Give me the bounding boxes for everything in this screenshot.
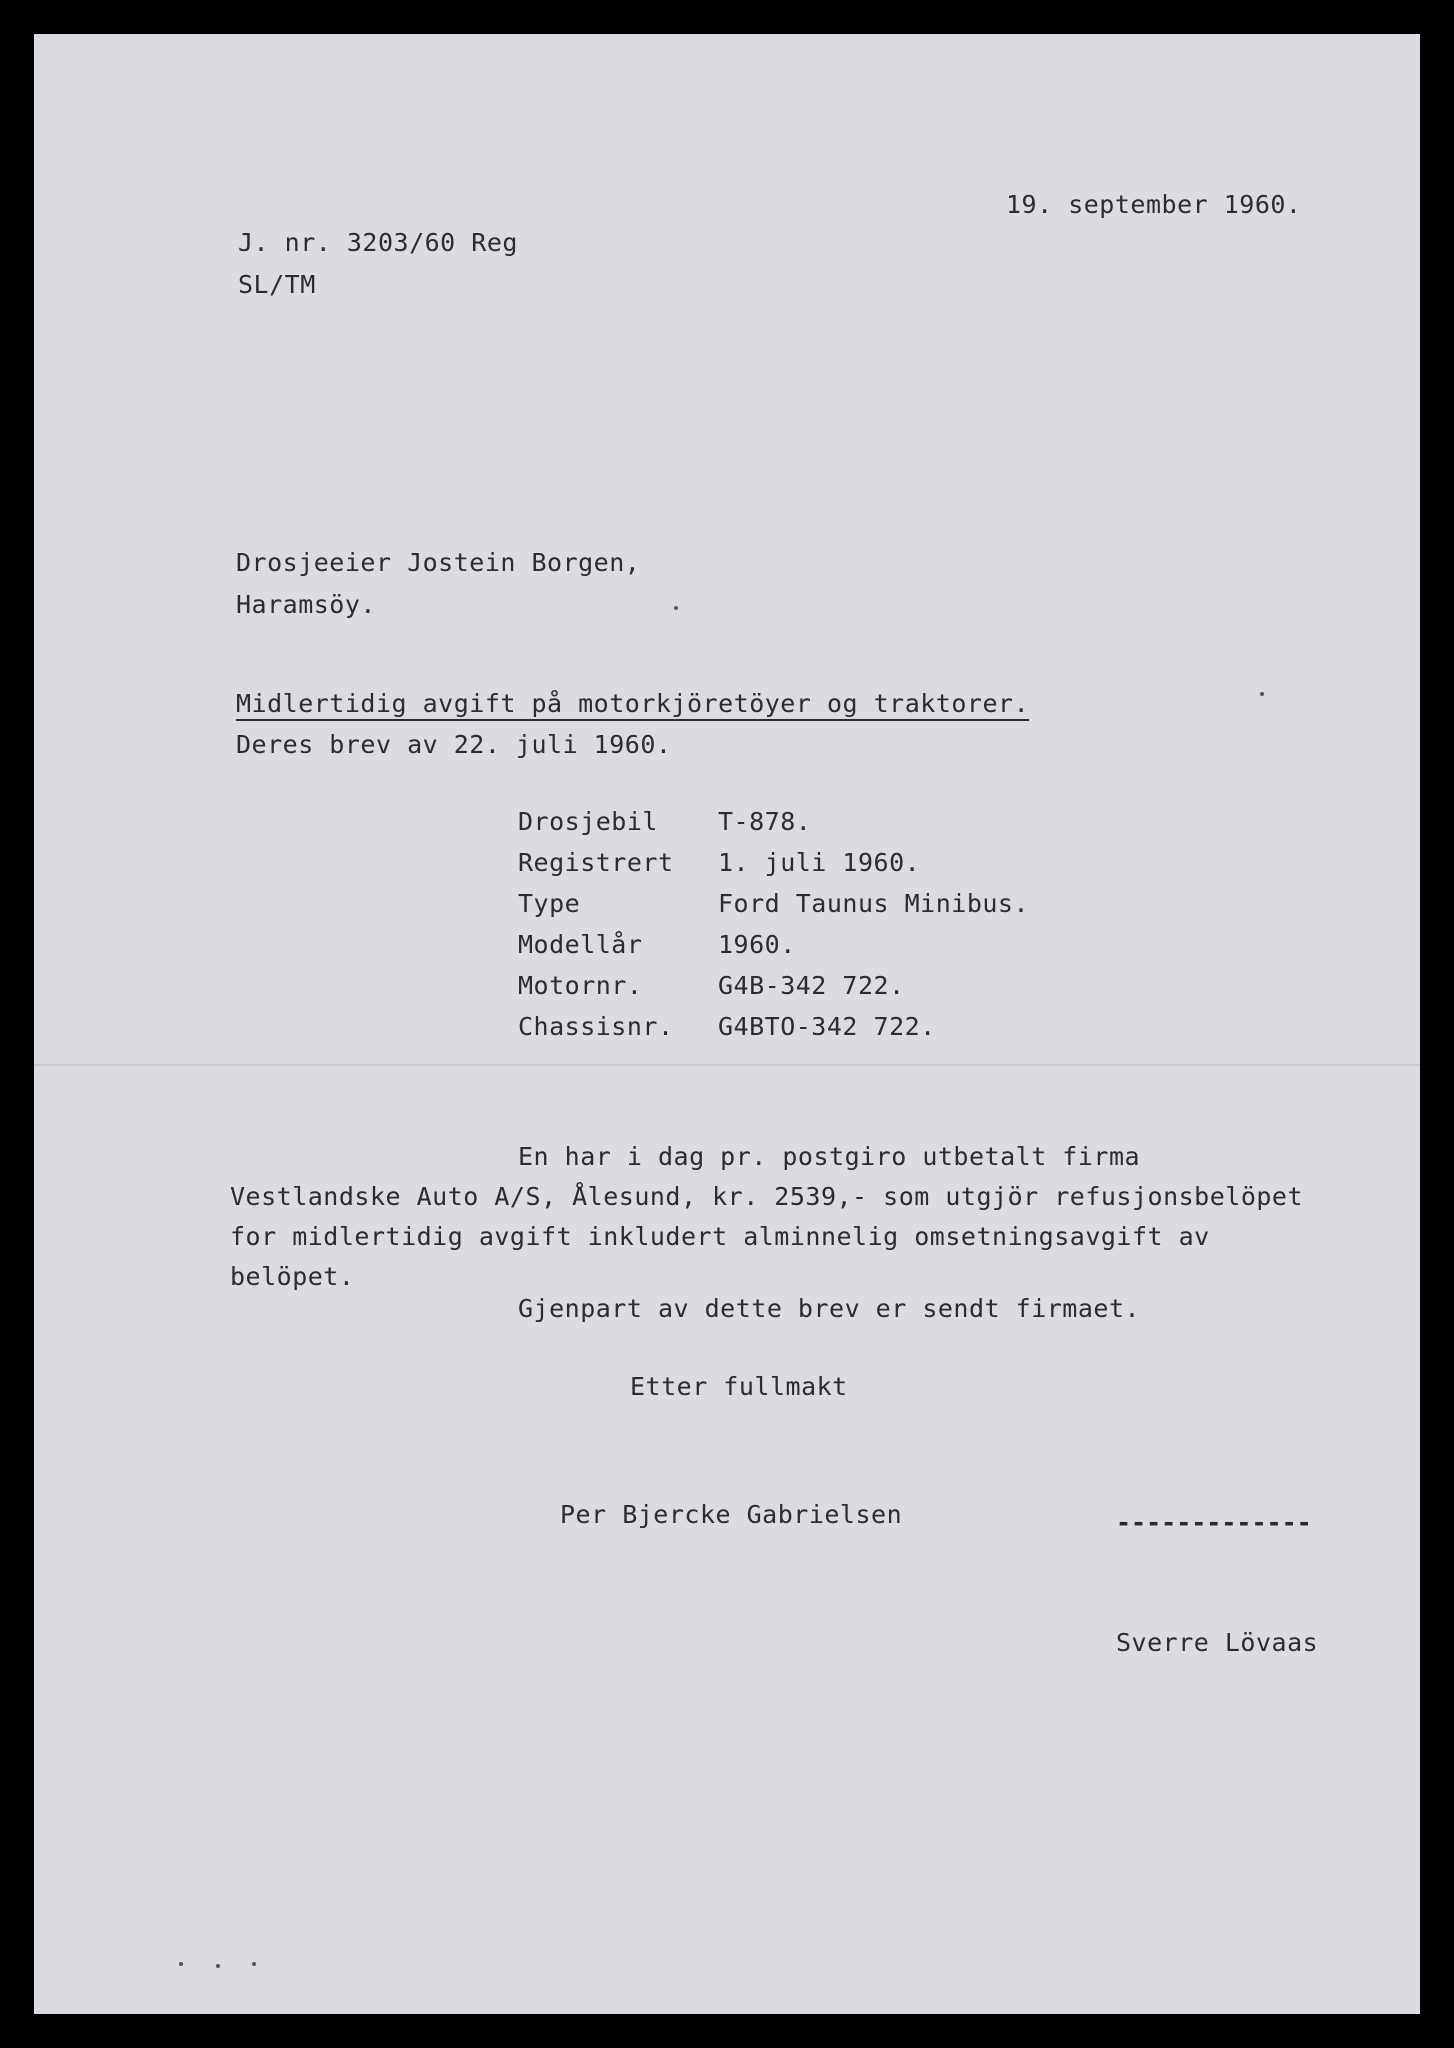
signatory-name: Per Bjercke Gabrielsen [560, 1500, 903, 1529]
reference-line: Deres brev av 22. juli 1960. [236, 730, 672, 759]
detail-row [518, 930, 1029, 971]
detail-row [518, 971, 1029, 1012]
detail-label: Modellår [518, 930, 643, 959]
letter-page [34, 34, 1420, 2014]
body-line: belöpet. [230, 1262, 355, 1291]
copy-note: Gjenpart av dette brev er sendt firmaet. [518, 1294, 1141, 1323]
detail-value: 1960. [718, 930, 796, 959]
body-paragraph [230, 1137, 1430, 1297]
detail-value: 1. juli 1960. [718, 848, 921, 877]
subject-line: Midlertidig avgift på motorkjöretöyer og traktorer. [236, 689, 1030, 718]
recipient-name: Drosjeeier Jostein Borgen, [236, 548, 641, 577]
detail-row [518, 1012, 1029, 1053]
body-line: for midlertidig avgift inkludert alminnelig omsetningsavgift av [230, 1222, 1210, 1251]
recipient-place: Haramsöy. [236, 590, 376, 619]
detail-label: Drosjebil [518, 807, 658, 836]
detail-value: G4B-342 722. [718, 971, 905, 1000]
journal-number: J. nr. 3203/60 Reg [238, 228, 518, 257]
detail-label: Type [518, 889, 581, 918]
detail-row [518, 848, 1029, 889]
vehicle-details [518, 807, 1029, 1053]
detail-label: Registrert [518, 848, 674, 877]
body-line: En har i dag pr. postgiro utbetalt firma [518, 1142, 1141, 1171]
initials: SL/TM [238, 270, 316, 299]
letter-date: 19. september 1960. [1006, 190, 1302, 219]
detail-row [518, 889, 1029, 930]
detail-value: T-878. [718, 807, 812, 836]
second-signatory-name: Sverre Lövaas [1116, 1628, 1319, 1657]
detail-value: Ford Taunus Minibus. [718, 889, 1030, 918]
signature-line: ------------- [1116, 1508, 1312, 1537]
body-line: Vestlandske Auto A/S, Ålesund, kr. 2539,- som utgjör refusjonsbelöpet [230, 1182, 1304, 1211]
fold-line [34, 1064, 1420, 1066]
detail-row [518, 807, 1029, 848]
detail-label: Motornr. [518, 971, 643, 1000]
detail-value: G4BTO-342 722. [718, 1012, 936, 1041]
authority-line: Etter fullmakt [630, 1372, 848, 1401]
detail-label: Chassisnr. [518, 1012, 674, 1041]
